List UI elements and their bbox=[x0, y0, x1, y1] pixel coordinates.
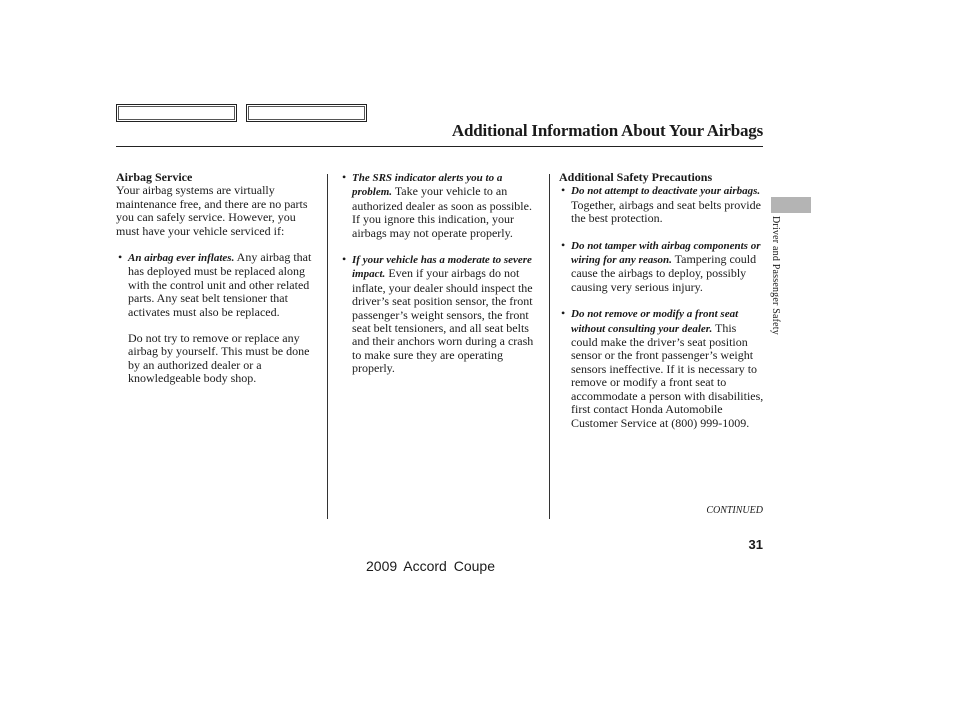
bullet-text: Together, airbags and seat belts provide the best protection. bbox=[571, 197, 761, 226]
bullet-lead: Do not tamper with airbag components or wiring for any reason. bbox=[571, 239, 761, 267]
bullet-text: Tampering could cause the airbags to deploy, possibly causing very serious injury. bbox=[571, 252, 757, 294]
section-heading-safety-precautions: Additional Safety Precautions bbox=[559, 170, 713, 184]
column-safety-precautions bbox=[559, 171, 764, 430]
bullet-icon: • bbox=[342, 170, 347, 184]
column-divider bbox=[549, 174, 550, 519]
bullet-icon: • bbox=[561, 237, 566, 252]
bullet-lead: The SRS indicator alerts you to a problem. bbox=[352, 172, 503, 199]
section-heading-airbag-service: Airbag Service bbox=[116, 170, 193, 184]
bullet-do-not-tamper bbox=[559, 239, 764, 295]
column-airbag-service bbox=[116, 171, 321, 386]
continued-label: CONTINUED bbox=[706, 505, 763, 516]
bullet-text: Even if your airbags do not inflate, your dealer should inspect the driver’s seat position sensor, the front passenger’s weight sensors, the front seat belt tensioners, and all seat belts and their anchors worn during a crash to make sure they are operating properly. bbox=[352, 266, 534, 376]
bullet-lead: If your vehicle has a moderate to severe impact. bbox=[352, 254, 532, 281]
bullet-icon: • bbox=[118, 250, 123, 265]
bullet-srs-indicator bbox=[340, 171, 538, 240]
airbag-service-note: Do not try to remove or replace any airbag by yourself. This must be done by an authorized dealer or a knowledgeable body shop. bbox=[128, 331, 310, 386]
bullet-icon: • bbox=[561, 306, 566, 321]
section-tab-marker[interactable] bbox=[771, 197, 811, 213]
bullet-text: Any airbag that has deployed must be replaced along with the control unit and other related parts. Any seat belt tensioner that activates must also be replaced. bbox=[128, 250, 312, 319]
nav-button-previous[interactable] bbox=[116, 104, 237, 122]
bullet-do-not-deactivate bbox=[559, 184, 764, 225]
bullet-lead: Do not attempt to deactivate your airbags. bbox=[571, 185, 761, 198]
bullet-icon: • bbox=[342, 252, 347, 267]
bullet-text: This could make the driver’s seat position sensor or the front passenger’s weight sensors ineffective. If it is necessary to remove or modify a front seat to accommodate a person with disabilities, first contact Honda Automobile Customer Service at (800) 999-1009. bbox=[571, 320, 764, 430]
airbag-service-intro: Your airbag systems are virtually maintenance free, and there are no parts you can safely service. However, you must have your vehicle serviced if: bbox=[116, 183, 308, 238]
footer-model: 2009 Accord Coupe bbox=[366, 558, 495, 574]
bullet-severe-impact bbox=[340, 253, 538, 376]
page-title: Additional Information About Your Airbags bbox=[451, 121, 763, 140]
bullet-lead: An airbag ever inflates. bbox=[128, 252, 235, 265]
nav-button-next[interactable] bbox=[246, 104, 367, 122]
bullet-do-not-modify-seat bbox=[559, 307, 764, 430]
title-rule bbox=[116, 146, 763, 147]
section-tab-label: Driver and Passenger Safety bbox=[770, 216, 781, 335]
bullet-airbag-inflates bbox=[116, 251, 321, 319]
bullet-icon: • bbox=[561, 183, 566, 198]
bullet-text: Take your vehicle to an authorized dealer as soon as possible. If you ignore this indication, your airbags may not operate properly. bbox=[352, 184, 532, 240]
column-service-conditions bbox=[340, 171, 538, 376]
column-divider bbox=[327, 174, 328, 519]
page-number: 31 bbox=[748, 537, 763, 552]
bullet-lead: Do not remove or modify a front seat without consulting your dealer. bbox=[571, 308, 739, 335]
